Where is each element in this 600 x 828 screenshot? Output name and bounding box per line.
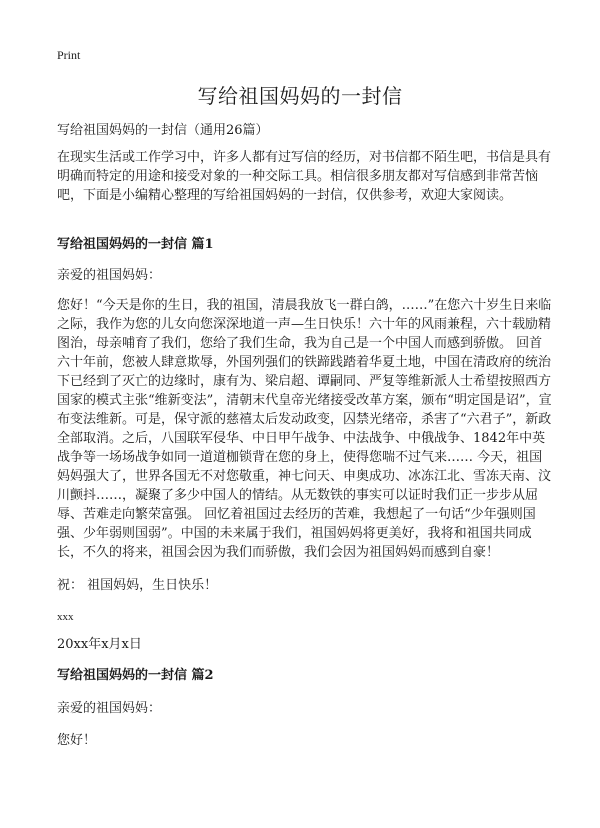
section-1-body: 您好！“今天是你的生日，我的祖国，清晨我放飞一群白鸽，……”在您六十岁生日来临之际，我作为您的儿女向您深深地道一声—生日快乐！六十年的风雨兼程，六十载励精图治，母亲哺育了我们，您给了我们生命，我为自己是一个中国人而感到骄傲。 回首六十年前，您被人肆意欺辱，外国列强们的铁蹄践踏着华夏土地，中国在清政府的统治下已经到了灭亡的边缘时，康有为、梁启超、谭嗣同、严复等维新派人士希望按照西方国家的模式主张“维新变法”，清朝末代皇帝光绪接受改革方案，颁布“明定国是诏”，宣布变法维新。可是，保守派的慈禧太后发动政变，囚禁光绪帝，杀害了“六君子”，新政全部取消。之后，八国联军侵华、中日甲午战争、中法战争、中俄战争、1842年中英战争等一场场战争如同一道道枷锁背在您的身上，使得您喘不过气来…… 今天，祖国妈妈强大了，世界各国无不对您敬重，神七问天、申奥成功、冰冻江北、雪冻天南、汶川颤抖……，凝聚了多少中国人的情结。从无数铁的事实可以证时我们正一步步从屈辱、苦难走向繁荣富强。 回忆着祖国过去经历的苦难，我想起了一句话“少年强则国强、少年弱则国弱”。中国的未来属于我们，祖国妈妈将更美好，我将和祖国共同成长，不久的将来，祖国会因为我们而骄傲，我们会因为祖国妈妈而感到自豪！ <box>57 298 552 560</box>
section-2-opening: 您好！ <box>57 733 97 748</box>
print-label: Print <box>57 48 81 62</box>
section-1-wish: 祝： 祖国妈妈，生日快乐！ <box>57 578 218 593</box>
document-title: 写给祖国妈妈的一封信 <box>197 84 403 108</box>
section-1-greeting: 亲爱的祖国妈妈： <box>57 268 162 283</box>
section-2-heading: 写给祖国妈妈的一封信 篇2 <box>57 668 214 683</box>
document-subtitle: 写给祖国妈妈的一封信（通用26篇） <box>57 123 269 138</box>
section-1-heading: 写给祖国妈妈的一封信 篇1 <box>57 237 214 252</box>
intro-paragraph: 在现实生活或工作学习中，许多人都有过写信的经历，对书信都不陌生吧，书信是具有明确而特定的用途和接受对象的一种交际工具。相信很多朋友都对写信感到非常苦恼吧，下面是小编精心整理的写给祖国妈妈的一封信，仅供参考，欢迎大家阅读。 <box>57 150 552 203</box>
section-2-greeting: 亲爱的祖国妈妈： <box>57 701 162 716</box>
section-1-date: 20xx年x月x日 <box>57 637 142 652</box>
section-1-signature: xxx <box>57 611 74 623</box>
